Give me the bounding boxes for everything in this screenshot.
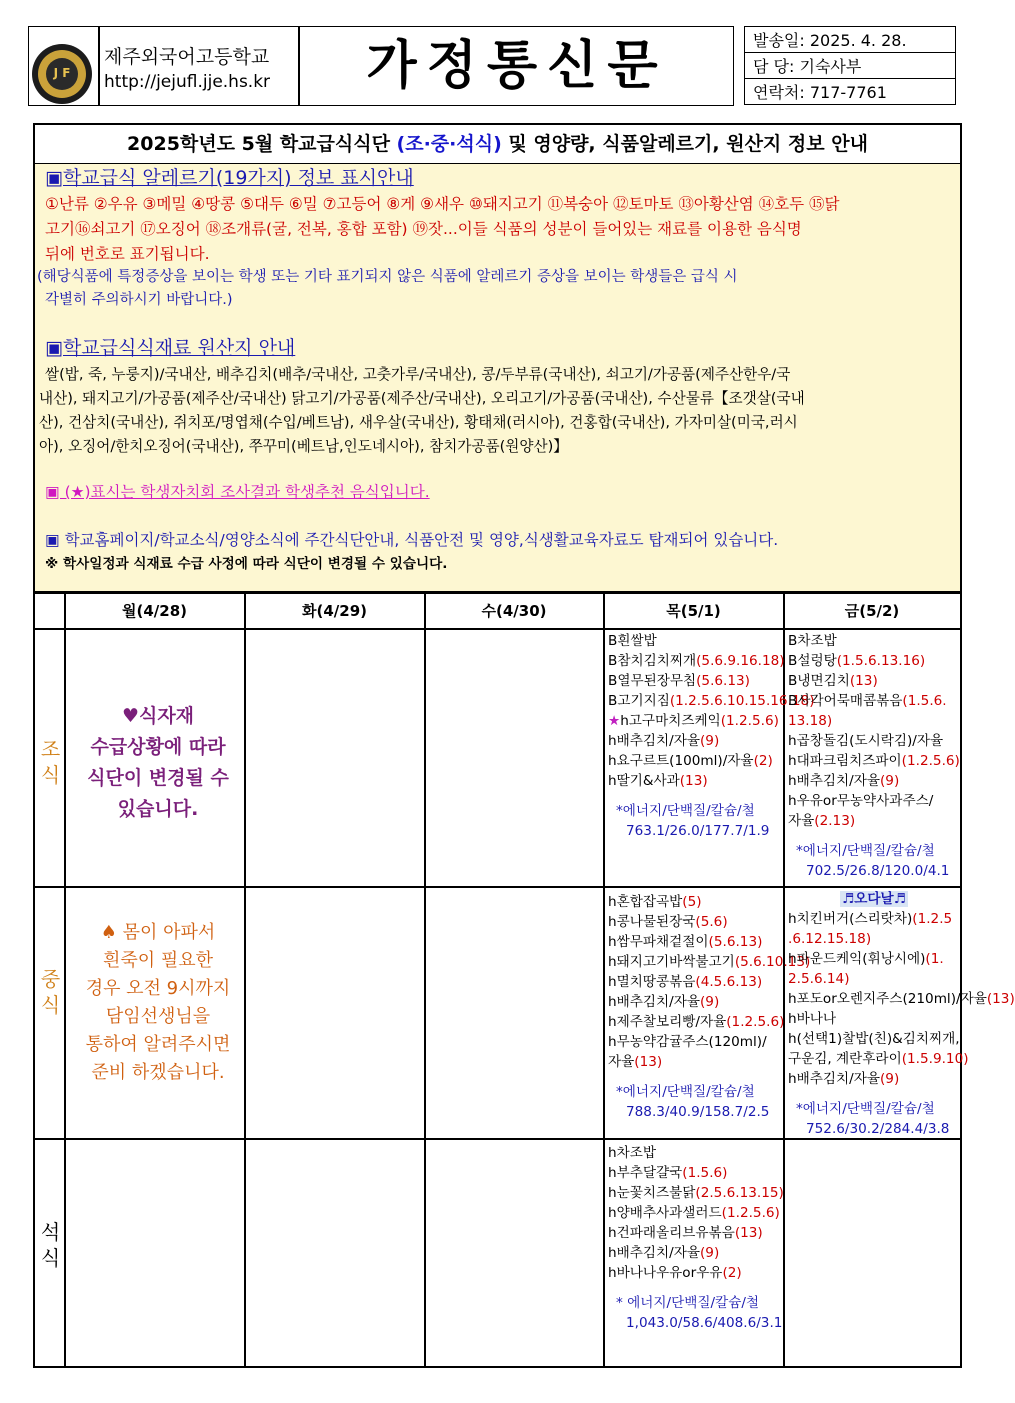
notice-title-post: 및 영양량, 식품알레르기, 원산지 정보 안내: [501, 133, 868, 155]
menu-item: [608, 912, 782, 932]
spacer: [608, 791, 782, 801]
day-header-thu: 목(5/1): [666, 602, 721, 620]
menu-item-name: h대파크림치즈파이: [788, 753, 902, 769]
spacer: [788, 1089, 960, 1099]
menu-item: [788, 909, 960, 929]
school-name: 제주외국어고등학교: [104, 46, 270, 68]
nutrition-info: 752.6/30.2/284.4/3.8: [806, 1121, 950, 1137]
menu-item: [608, 671, 782, 691]
porridge-notice-line: ♠ 몸이 아파서: [100, 922, 216, 943]
allergy-codes: (2.13): [814, 813, 856, 829]
info-label: 발송일:: [753, 31, 805, 50]
supply-notice-line: ♥식자재: [121, 705, 195, 727]
menu-cell-thu-lunch: [608, 892, 811, 1122]
allergy-codes: (5.6.10.13): [734, 954, 811, 970]
menu-item: [608, 992, 782, 1012]
logo-letters: J F: [53, 66, 71, 80]
menu-item-name: h양배추사과샐러드: [608, 1205, 722, 1221]
menu-item-name: h파운드케익(휘낭시에): [788, 951, 926, 967]
info-label: 담 당:: [753, 57, 795, 76]
meal-label-char: 식: [40, 993, 61, 1017]
menu-item: [608, 711, 782, 731]
menu-item-name: h부추달걀국: [608, 1165, 683, 1181]
origin-line: 산), 건삼치(국내산), 쥐치포/명엽채(수입/베트남), 새우살(국내산), 황태채(러시아), 건홍합(국내산), 가자미살(미국,러시: [39, 414, 798, 431]
nutrition-info: 788.3/40.9/158.7/2.5: [626, 1104, 770, 1120]
page-title: 가정통신문: [366, 36, 668, 96]
nutrition-info: 702.5/26.8/120.0/4.1: [806, 863, 950, 879]
origin-line: 내산), 돼지고기/가공품(제주산/국내산) 닭고기/가공품(제주산/국내산), 오리고기/가공품(국내산), 수산물류【조갯살(국내: [39, 390, 805, 407]
menu-item: [788, 989, 1015, 1009]
day-header-tue: 화(4/29): [302, 602, 367, 620]
menu-item-name: h배추김치/자율: [608, 733, 700, 749]
menu-item: [608, 651, 785, 671]
allergy-codes: 13.18): [788, 713, 833, 729]
menu-item: [788, 751, 960, 771]
menu-item: [608, 1243, 782, 1263]
allergy-codes: (1.: [925, 951, 944, 967]
star-note: ▣ (★)표시는 학생자치회 조사결과 학생추천 음식입니다.: [45, 483, 430, 501]
allergy-codes: (1.2.5.6): [720, 713, 779, 729]
nutrition-info: *에너지/단백질/칼슘/철: [616, 1084, 755, 1100]
menu-item: [788, 1009, 960, 1029]
menu-item-name: h눈꽃치즈불닭: [608, 1185, 696, 1201]
allergy-codes: (1.2.5.6.10.15.16.18): [669, 693, 815, 709]
menu-item-name: h무농약감귤주스(120ml)/: [608, 1034, 767, 1050]
origin-line: 아), 오징어/한치오징어(국내산), 쭈꾸미(베트남,인도네시아), 참치가공품(원양산)】: [39, 438, 568, 455]
menu-item-name: h혼합잡곡밥: [608, 894, 683, 910]
porridge-notice-line: 흰죽이 필요한: [102, 950, 214, 971]
notice-body: [35, 164, 960, 591]
menu-item-name: 구운김, 계란후라이: [788, 1051, 902, 1067]
menu-item-name: h콩나물된장국: [608, 914, 696, 930]
menu-item: [788, 731, 960, 751]
menu-item: [788, 631, 960, 651]
meal-label-char: 식: [40, 763, 61, 787]
meal-label-lunch: [35, 966, 66, 1018]
info-value: 기숙사부: [799, 57, 862, 76]
notice-title: [35, 125, 960, 164]
menu-item-name: h곱창돌김(도시락김)/자율: [788, 733, 944, 749]
supply-notice-line: 식단이 변경될 수: [87, 767, 229, 789]
menu-item-name: h고구마치즈케익: [620, 713, 721, 729]
allergy-codes: (13): [849, 673, 878, 689]
allergy-codes: (9): [700, 733, 720, 749]
menu-item-name: h배추김치/자율: [788, 773, 880, 789]
allergy-codes: (5.6.13): [696, 673, 750, 689]
menu-item-name: h배추김치/자율: [788, 1071, 880, 1087]
odanal-tag: ♬오다날♬: [842, 891, 906, 907]
menu-item: [608, 1052, 782, 1072]
menu-item-name: h(선택1)찰밥(친)&김치찌개,: [788, 1031, 960, 1047]
day-header-wed: 수(4/30): [481, 602, 547, 620]
menu-item: [788, 691, 960, 711]
menu-item-name: B열무된장무침: [608, 673, 697, 689]
menu-item-name: h제주찰보리빵/자율: [608, 1014, 727, 1030]
menu-item-name: B설렁탕: [788, 653, 837, 669]
notice-box: [33, 123, 962, 593]
menu-item: [608, 892, 782, 912]
menu-item-name: B사각어묵매콤볶음: [788, 693, 903, 709]
porridge-notice-line: 담임선생님을: [105, 1006, 211, 1027]
menu-item: [608, 932, 782, 952]
menu-item-name: h딸기&사과: [608, 773, 680, 789]
meal-label-char: 석: [40, 1220, 61, 1244]
allergy-codes: (1.2.5: [912, 911, 953, 927]
menu-item: [608, 771, 782, 791]
allergy-list-line: ①난류 ②우유 ③메밀 ④땅콩 ⑤대두 ⑥밀 ⑦고등어 ⑧게 ⑨새우 ⑩돼지고기 ⑪복숭아 ⑫토마토 ⑬아황산염 ⑭호두 ⑮닭: [45, 195, 840, 213]
menu-item-name: h치킨버거(스리랏차): [788, 911, 913, 927]
menu-item: [608, 1203, 782, 1223]
star-icon: ★: [608, 713, 621, 729]
menu-item: [788, 929, 960, 949]
menu-item-name: B차조밥: [788, 633, 837, 649]
menu-item: [608, 1163, 782, 1183]
notice-title-meals: (조·중·석식): [396, 133, 502, 155]
allergy-codes: (9): [700, 1245, 720, 1261]
menu-item: [608, 1223, 782, 1243]
day-header-fri: 금(5/2): [844, 602, 900, 620]
grid-line: [783, 594, 785, 1366]
allergy-codes: (2): [753, 753, 773, 769]
menu-cell-thu-dinner: [608, 1143, 782, 1333]
menu-item-name: h건파래올리브유볶음: [608, 1225, 735, 1241]
meal-label-breakfast: [35, 736, 66, 788]
meal-label-char: 조: [40, 737, 61, 761]
nutrition-info: *에너지/단백질/칼슘/철: [796, 843, 935, 859]
allergy-codes: (1.5.6.13.16): [836, 653, 926, 669]
menu-item-name: h멸치땅콩볶음: [608, 974, 696, 990]
allergy-codes: (9): [700, 994, 720, 1010]
info-cell: [745, 79, 956, 105]
allergy-codes: (1.5.6): [682, 1165, 728, 1181]
allergy-codes: (9): [880, 1071, 900, 1087]
menu-item-name: B흰쌀밥: [608, 633, 657, 649]
nutrition-info: 1,043.0/58.6/408.6/3.1: [626, 1315, 783, 1331]
grid-line: [35, 628, 960, 630]
info-row: [745, 53, 956, 79]
info-cell: [745, 27, 956, 53]
menu-item-name: h배추김치/자율: [608, 994, 700, 1010]
allergy-codes: (5.6.9.16.18): [696, 653, 785, 669]
menu-item-name: h차조밥: [608, 1145, 657, 1161]
menu-item-name: B냉면김치: [788, 673, 850, 689]
school-logo: [32, 44, 92, 104]
info-label: 연락처:: [753, 83, 805, 102]
menu-cell-fri-breakfast: [788, 631, 960, 881]
menu-item: [608, 751, 782, 771]
allergy-heading: ▣학교급식 알레르기(19가지) 정보 표시안내: [45, 167, 414, 189]
menu-item: [788, 771, 960, 791]
info-table: [744, 26, 956, 105]
allergy-codes: (13): [679, 773, 708, 789]
origin-heading: ▣학교급식식재료 원산지 안내: [45, 337, 296, 359]
grid-line: [603, 594, 605, 1366]
menu-item: [608, 631, 782, 651]
spacer: [788, 831, 960, 841]
allergy-codes: (5.6.13): [708, 934, 763, 950]
porridge-notice-line: 준비 하겠습니다.: [91, 1062, 225, 1083]
menu-item: [608, 952, 811, 972]
menu-item: [788, 949, 960, 969]
menu-item: [608, 731, 782, 751]
caution-line: (해당식품에 특정증상을 보이는 학생 또는 기타 표기되지 않은 식품에 알레르기 증상을 보이는 학생들은 급식 시: [37, 269, 738, 285]
menu-item: [788, 1029, 960, 1049]
allergy-list-line: 뒤에 번호로 표기됩니다.: [45, 245, 210, 263]
porridge-notice: [68, 919, 248, 1087]
homepage-note: ▣ 학교홈페이지/학교소식/영양소식에 주간식단안내, 식품안전 및 영양,식생활교육자료도 탑재되어 있습니다.: [45, 531, 779, 549]
porridge-notice-line: 통하여 알려주시면: [85, 1034, 231, 1055]
info-value: 717-7761: [809, 83, 887, 102]
meal-label-text: [35, 736, 66, 788]
menu-item: [788, 651, 960, 671]
menu-item: [608, 1263, 782, 1283]
info-value: 2025. 4. 28.: [809, 31, 907, 50]
menu-item: [608, 1032, 782, 1052]
menu-item-name: h우유or무농약사과주스/: [788, 793, 934, 809]
allergy-codes: (2.5.6.13.15): [695, 1185, 784, 1201]
menu-item-name: h바나나: [788, 1011, 837, 1027]
menu-item: [608, 1143, 782, 1163]
menu-item-name: B참치김치찌개: [608, 653, 697, 669]
menu-item: [788, 791, 960, 811]
change-note: ※ 학사일정과 식재료 수급 사정에 따라 식단이 변경될 수 있습니다.: [45, 556, 448, 572]
menu-item-name: 자율: [608, 1054, 635, 1070]
porridge-notice-line: 경우 오전 9시까지: [85, 978, 231, 999]
meal-label-dinner: [35, 1219, 66, 1271]
allergy-codes: (5): [682, 894, 702, 910]
allergy-codes: (5.6): [695, 914, 728, 930]
spacer: [608, 1283, 782, 1293]
menu-cell-fri-lunch: [788, 889, 1015, 1137]
menu-item: [608, 1183, 782, 1203]
supply-notice-line: 있습니다.: [117, 798, 199, 820]
grid-line: [35, 886, 960, 888]
menu-item-name: h배추김치/자율: [608, 1245, 700, 1261]
menu-item-name: h바나나우유or우유: [608, 1265, 723, 1281]
menu-tag: [788, 889, 960, 909]
spacer: [608, 1072, 782, 1082]
meal-label-char: 중: [40, 967, 61, 991]
menu-item-name: h요구르트(100ml)/자율: [608, 753, 754, 769]
menu-item: [788, 811, 960, 831]
meal-label-text: [35, 1219, 66, 1271]
allergy-codes: (13): [734, 1225, 763, 1241]
menu-item-name: h쌈무파채겉절이: [608, 934, 709, 950]
menu-item: [608, 1012, 785, 1032]
menu-item: [788, 671, 960, 691]
allergy-codes: (9): [880, 773, 900, 789]
grid-line: [424, 594, 426, 1366]
menu-item-name: B고기지짐: [608, 693, 670, 709]
origin-line: 쌀(밥, 죽, 누룽지)/국내산, 배추김치(배추/국내산, 고춧가루/국내산), 콩/두부류(국내산), 쇠고기/가공품(제주산한우/국: [45, 366, 791, 383]
nutrition-info: 763.1/26.0/177.7/1.9: [626, 823, 770, 839]
menu-table: [33, 592, 1015, 1368]
menu-item-name: 자율: [788, 813, 815, 829]
meal-label-char: 식: [40, 1246, 61, 1270]
header-divider: [98, 26, 100, 106]
nutrition-info: *에너지/단백질/칼슘/철: [616, 803, 755, 819]
menu-item-name: h돼지고기바싹불고기: [608, 954, 735, 970]
allergy-codes: (13): [634, 1054, 663, 1070]
menu-item: [608, 972, 782, 992]
menu-item: [788, 1069, 960, 1089]
allergy-codes: 2.5.6.14): [788, 971, 850, 987]
allergy-codes: (2): [722, 1265, 742, 1281]
menu-item: [608, 691, 815, 711]
nutrition-info: * 에너지/단백질/칼슘/철: [616, 1295, 760, 1311]
caution-line: 각별히 주의하시기 바랍니다.): [45, 292, 233, 308]
info-row: [745, 27, 956, 53]
supply-notice-line: 수급상황에 따라: [90, 736, 226, 758]
school-url[interactable]: http://jejufl.jje.hs.kr: [104, 72, 271, 92]
info-cell: [745, 53, 956, 79]
allergy-codes: (13): [986, 991, 1015, 1007]
allergy-codes: (1.2.5.6): [726, 1014, 785, 1030]
allergy-codes: (1.5.6.: [902, 693, 947, 709]
allergy-list-line: 고기⑯쇠고기 ⑰오징어 ⑱조개류(굴, 전복, 홍합 포함) ⑲잣...이들 식품의 성분이 들어있는 재료를 이용한 음식명: [45, 220, 802, 238]
notice-title-pre: 2025학년도 5월 학교급식식단: [127, 133, 397, 155]
allergy-codes: (1.2.5.6): [901, 753, 960, 769]
menu-item: [788, 969, 960, 989]
info-row: [745, 79, 956, 105]
menu-item: [788, 1049, 969, 1069]
day-header-mon: 월(4/28): [122, 602, 187, 620]
supply-notice: [68, 701, 248, 825]
allergy-codes: (1.2.5.6): [721, 1205, 780, 1221]
allergy-codes: (4.5.6.13): [695, 974, 763, 990]
allergy-codes: .6.12.15.18): [788, 931, 872, 947]
menu-item-name: h포도or오렌지주스(210ml)/자율: [788, 991, 987, 1007]
nutrition-info: *에너지/단백질/칼슘/철: [796, 1101, 935, 1117]
menu-item: [788, 711, 960, 731]
meal-label-text: [35, 966, 66, 1018]
allergy-codes: (1.5.9.10): [901, 1051, 969, 1067]
